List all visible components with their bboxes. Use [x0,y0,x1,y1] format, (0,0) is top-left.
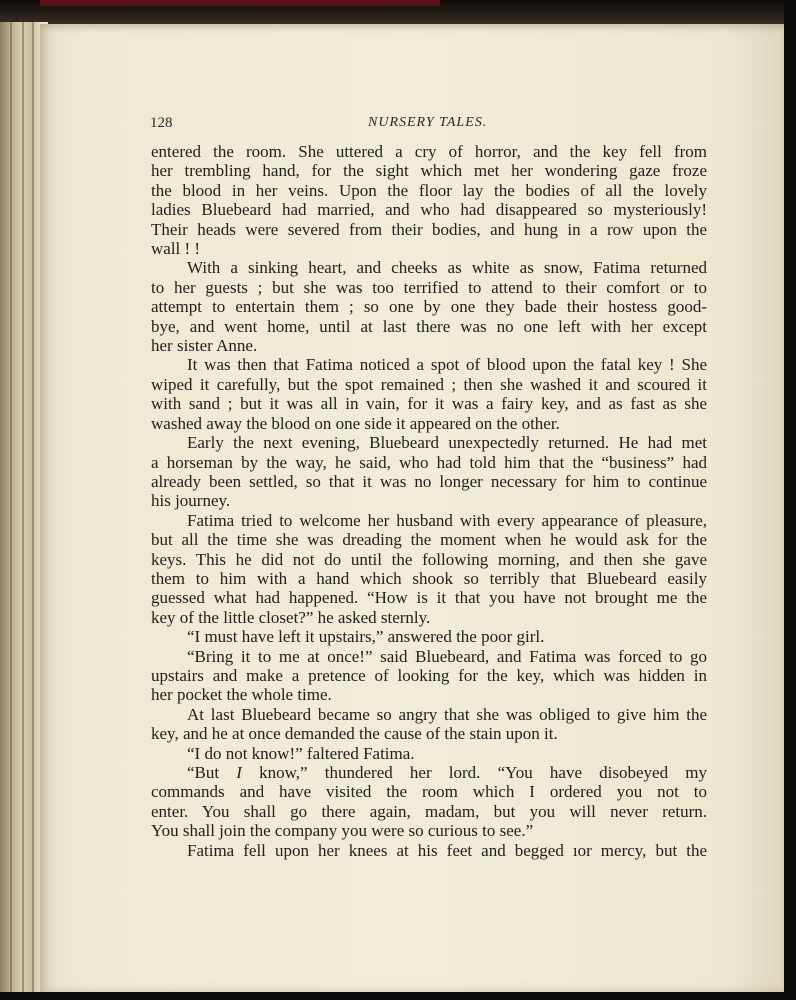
text-line: her trembling hand, for the sight which met her wondering gaze froze [151,161,707,181]
text-line: ladies Bluebeard had married, and who had disappeared so mysteriously! [151,200,707,220]
text-line: “Bring it to me at once!” said Bluebeard, and Fatima was forced to go [187,646,707,666]
book-top-edge [0,0,796,26]
scan-bottom-edge [0,992,796,1000]
body-text [151,142,707,860]
text-line: commands and have visited the room which I ordered you not to [151,782,707,802]
text-line: With a sinking heart, and cheeks as white as snow, Fatima returned [187,258,707,278]
text-line: key of the little closet?” he asked sternly. [151,607,431,627]
scan-right-edge [784,0,796,1000]
text-line: bye, and went home, until at last there was no one left with her except [151,316,707,336]
text-line: “I must have left it upstairs,” answered the poor girl. [187,627,545,647]
text-line: Fatima fell upon her knees at his feet and begged ıor mercy, but the [187,840,707,860]
text-line: wall ! ! [151,239,201,259]
text-line: washed away the blood on one side it appeared on the other. [151,413,560,433]
page-leaf-edge [32,22,34,994]
cover-edge [40,0,440,6]
text-line: Fatima tried to welcome her husband with every appearance of pleasure, [187,510,707,530]
text-line: Their heads were severed from their bodies, and hung in a row upon the [151,219,707,239]
text-line: guessed what had happened. “How is it that you have not brought me the [151,588,707,608]
text-line: a horseman by the way, he said, who had told him that the “business” had [151,452,707,472]
text-line: keys. This he did not do until the following morning, and then she gave [151,549,707,569]
page-leaf-edge [10,22,12,994]
text-line: wiped it carefully, but the spot remained ; then she washed it and scoured it [151,374,707,394]
text-line: already been settled, so that it was no longer necessary for him to continue [151,471,707,491]
text-line: key, and he at once demanded the cause of the stain upon it. [151,724,558,744]
page-number: 128 [150,115,173,131]
text-line: to her guests ; but she was too terrified to attend to their comfort or to [151,277,707,297]
running-head [150,115,710,137]
text-line: It was then that Fatima noticed a spot of blood upon the fatal key ! She [187,355,707,375]
running-title: NURSERY TALES. [368,115,488,130]
text-line: her pocket the whole time. [151,685,332,705]
text-line: At last Bluebeard became so angry that she was obliged to give him the [187,704,707,724]
emphasis: I [236,763,242,782]
text-line: You shall join the company you were so curious to see.” [151,821,534,841]
text-line: entered the room. She uttered a cry of horror, and the key fell from [151,142,707,161]
text-line: her sister Anne. [151,336,258,356]
text-line: attempt to entertain them ; so one by one they bade their hostess good- [151,297,707,317]
text-line: upstairs and make a pretence of looking for the key, which was hidden in [151,665,707,685]
text-line: “But I know,” thundered her lord. “You have disobeyed my [187,763,707,782]
text-line: but all the time she was dreading the moment when he would ask for the [151,530,707,550]
text-line: enter. You shall go there again, madam, but you will never return. [151,801,707,821]
text-line: “I do not know!” faltered Fatima. [187,743,415,763]
text-line: his journey. [151,491,231,511]
text-line: with sand ; but it was all in vain, for it was a fairy key, and as fast as she [151,394,707,414]
text-line: the blood in her veins. Upon the floor lay the bodies of all the lovely [151,180,707,200]
page-leaf-edge [22,22,24,994]
text-line: them to him with a hand which shook so terribly that Bluebeard easily [151,568,707,588]
text-line: Early the next evening, Bluebeard unexpectedly returned. He had met [187,433,707,453]
